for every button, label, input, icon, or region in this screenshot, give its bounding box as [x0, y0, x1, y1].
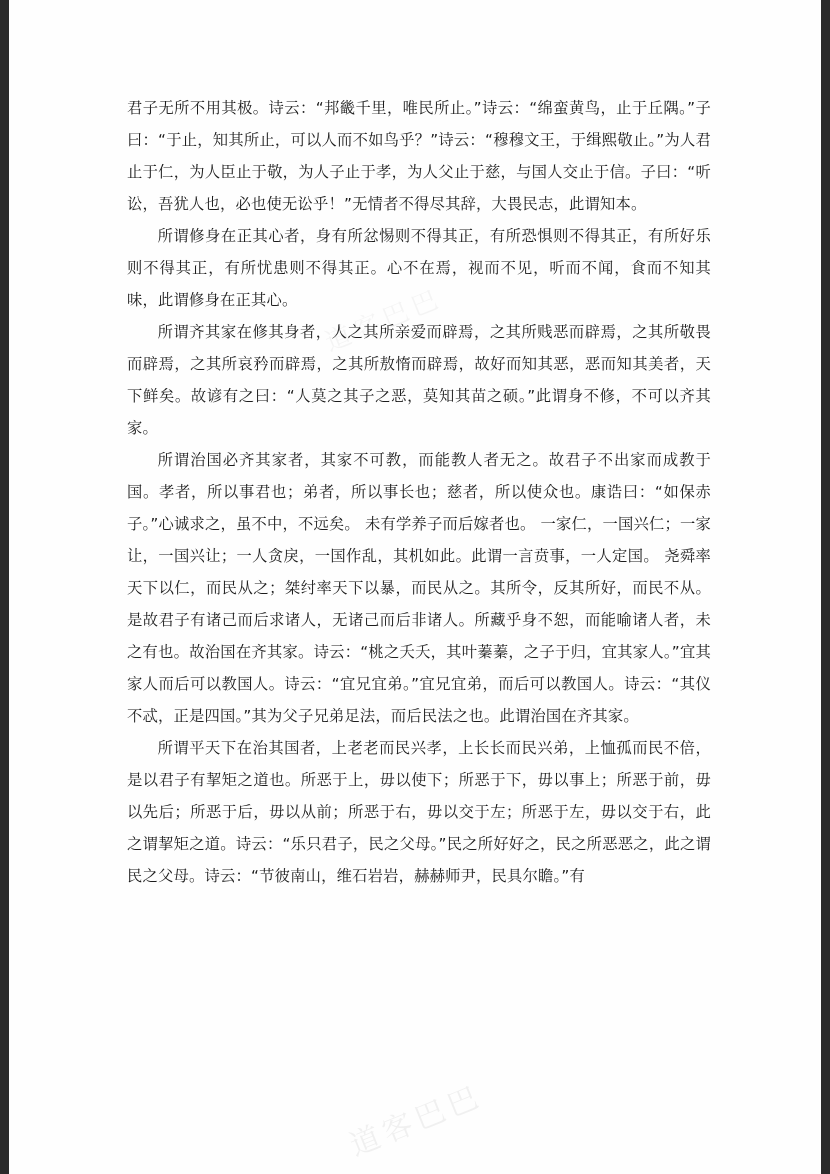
page-left-edge-band	[0, 0, 9, 1174]
page-right-edge-band	[821, 0, 830, 1174]
document-text-body	[127, 92, 711, 892]
paragraph: 所谓修身在正其心者，身有所忿惕则不得其正，有所恐惧则不得其正，有所好乐则不得其正，有所忧患则不得其正。心不在焉，视而不见，听而不闻，食而不知其味，此谓修身在正其心。	[127, 227, 711, 309]
paragraph: 君子无所不用其极。诗云：“邦畿千里，唯民所止。”诗云：“绵蛮黄鸟，止于丘隅。”子曰：“于止，知其所止，可以人而不如鸟乎？”诗云：“穆穆文王，于缉熙敬止。”为人君止于仁，为人臣止于敬，为人子止于孝，为人父止于慈，与国人交止于信。子曰：“听讼，吾犹人也，必也使无讼乎！”无情者不得尽其辞，大畏民志，此谓知本。	[127, 99, 711, 213]
page-paper-surface	[9, 0, 821, 1174]
watermark-bottom: 道客巴巴	[344, 1078, 488, 1164]
paragraph: 所谓治国必齐其家者，其家不可教，而能教人者无之。故君子不出家而成教于国。孝者，所以事君也；弟者，所以事长也；慈者，所以使众也。康诰曰：“如保赤子。”心诚求之，虽不中，不远矣。 未有学养子而后嫁者也。 一家仁，一国兴仁；一家让，一国兴让；一人贪戾，一国作乱，其机如此。此谓一言贲事，一人定国。 尧舜率天下以仁，而民从之；桀纣率天下以暴，而民从之。其所令，反其所好，而民不从。是故君子有诸己而后求诸人，无诸己而后非诸人。所藏乎身不恕，而能喻诸人者，未之有也。故治国在齐其家。诗云：“桃之夭夭，其叶蓁蓁，之子于归，宜其家人。”宜其家人而后可以教国人。诗云：“宜兄宜弟。”宜兄宜弟，而后可以教国人。诗云：“其仪不忒，正是四国。”其为父子兄弟足法，而后民法之也。此谓治国在齐其家。	[127, 451, 711, 725]
paragraph: 所谓齐其家在修其身者，人之其所亲爱而辟焉，之其所贱恶而辟焉，之其所敬畏而辟焉，之其所哀矜而辟焉，之其所敖惰而辟焉，故好而知其恶，恶而知其美者，天下鲜矣。故谚有之曰：“人莫之其子之恶，莫知其苗之硕。”此谓身不修，不可以齐其家。	[127, 323, 711, 437]
paragraph: 所谓平天下在治其国者，上老老而民兴孝，上长长而民兴弟，上恤孤而民不倍，是以君子有挈矩之道也。所恶于上，毋以使下；所恶于下，毋以事上；所恶于前，毋以先后；所恶于后，毋以从前；所恶于右，毋以交于左；所恶于左，毋以交于右，此之谓挈矩之道。诗云：“乐只君子，民之父母。”民之所好好之，民之所恶恶之，此之谓民之父母。诗云：“节彼南山，维石岩岩，赫赫师尹，民具尔瞻。”有	[127, 739, 711, 885]
